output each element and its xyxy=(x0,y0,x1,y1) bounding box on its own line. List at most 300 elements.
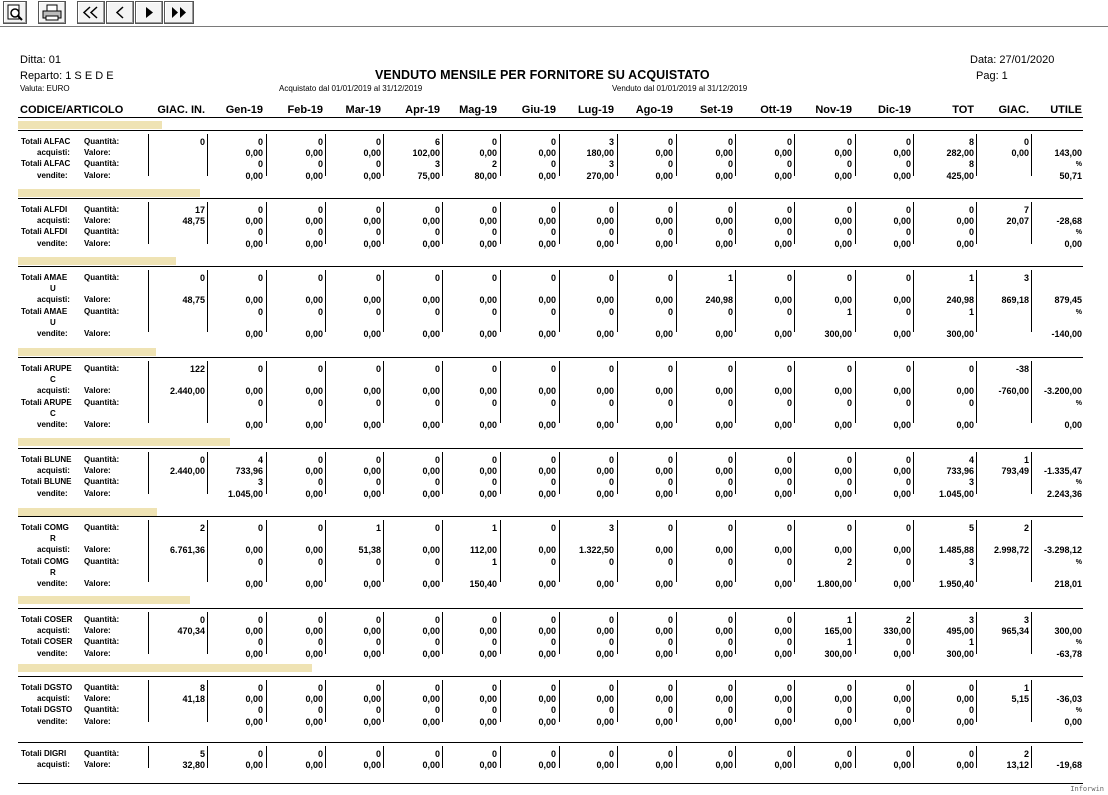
value-cell: 0,00 xyxy=(774,545,792,555)
print-button[interactable] xyxy=(38,1,66,24)
value-cell: 0 xyxy=(1023,137,1029,147)
column-rule xyxy=(559,612,560,654)
header-divider xyxy=(18,117,1083,118)
column-rule xyxy=(855,612,856,654)
value-cell: 0,00 xyxy=(538,466,556,476)
value-cell: 0,00 xyxy=(245,420,263,430)
value-cell: 8 xyxy=(968,137,974,147)
column-rule xyxy=(383,612,384,654)
column-rule xyxy=(500,134,501,176)
value-cell: 0,00 xyxy=(363,329,381,339)
value-cell: 0 xyxy=(968,205,974,215)
column-rule xyxy=(1031,270,1032,332)
prev-page-button[interactable] xyxy=(106,1,134,24)
value-cell: 0,00 xyxy=(479,760,497,770)
column-rule xyxy=(676,746,677,768)
column-rule xyxy=(913,680,914,722)
value-cell: 0 xyxy=(550,398,556,408)
column-rule xyxy=(913,520,914,582)
value-cell: 0,00 xyxy=(893,545,911,555)
value-cell: 0 xyxy=(786,137,792,147)
value-cell: 112,00 xyxy=(469,545,497,555)
column-rule xyxy=(207,612,208,654)
value-cell: -28,68 xyxy=(1056,216,1082,226)
value-cell: 0 xyxy=(786,683,792,693)
column-rule xyxy=(1031,680,1032,722)
value-cell: 0,00 xyxy=(305,760,323,770)
value-cell: 0 xyxy=(550,205,556,215)
value-cell: 0 xyxy=(608,364,614,374)
quantita-label: Quantità: xyxy=(84,205,120,214)
vendite-label: vendite: xyxy=(37,579,68,588)
column-header-7: Giu-19 xyxy=(521,104,556,116)
column-rule xyxy=(325,612,326,654)
reparto-label: Reparto: 1 S E D E xyxy=(20,70,114,82)
value-cell: 0,00 xyxy=(245,386,263,396)
value-cell: 0 xyxy=(199,455,205,465)
value-cell: 300,00 xyxy=(946,649,974,659)
column-rule xyxy=(383,520,384,582)
column-rule xyxy=(735,134,736,176)
value-cell: 1 xyxy=(846,615,852,625)
value-cell: 1 xyxy=(968,637,974,647)
value-cell: 218,01 xyxy=(1054,579,1082,589)
value-cell: 0,00 xyxy=(774,489,792,499)
value-cell: 1 xyxy=(968,307,974,317)
value-cell: 0,00 xyxy=(774,649,792,659)
value-cell: 0 xyxy=(727,364,733,374)
value-cell: 0 xyxy=(905,455,911,465)
column-rule xyxy=(148,134,149,176)
column-rule xyxy=(559,361,560,423)
value-cell: 3 xyxy=(608,159,614,169)
value-cell: 0 xyxy=(786,364,792,374)
column-rule xyxy=(913,134,914,176)
code-wrap: R xyxy=(50,534,56,543)
value-cell: 0,00 xyxy=(245,295,263,305)
column-rule xyxy=(617,202,618,244)
value-cell: 0 xyxy=(434,557,440,567)
value-cell: 75,00 xyxy=(417,171,440,181)
value-cell: 0,00 xyxy=(655,489,673,499)
column-rule xyxy=(500,746,501,768)
value-cell: 0,00 xyxy=(834,216,852,226)
value-cell: 0 xyxy=(199,273,205,283)
value-cell: 8 xyxy=(968,159,974,169)
value-cell: 0,00 xyxy=(655,649,673,659)
column-rule xyxy=(559,134,560,176)
value-cell: 0 xyxy=(257,398,263,408)
column-rule xyxy=(735,680,736,722)
value-cell: 0,00 xyxy=(596,760,614,770)
quantita-label: Quantità: xyxy=(84,477,120,486)
next-page-button[interactable] xyxy=(135,1,163,24)
value-cell: 0,00 xyxy=(893,649,911,659)
value-cell: 0 xyxy=(846,273,852,283)
totali-label: Totali AMAE xyxy=(21,307,68,316)
value-cell: 0,00 xyxy=(305,545,323,555)
column-header-12: Nov-19 xyxy=(815,104,852,116)
value-cell: 0,00 xyxy=(305,171,323,181)
value-cell: 1 xyxy=(846,307,852,317)
value-cell: 0,00 xyxy=(715,239,733,249)
value-cell: 0,00 xyxy=(422,694,440,704)
acquisti-label: acquisti: xyxy=(37,545,70,554)
value-cell: 3 xyxy=(257,477,263,487)
value-cell: 0 xyxy=(257,637,263,647)
value-cell: 0 xyxy=(317,523,323,533)
value-cell: 0,00 xyxy=(305,295,323,305)
value-cell: 0,00 xyxy=(893,329,911,339)
value-cell: 0,00 xyxy=(774,171,792,181)
value-cell: 879,45 xyxy=(1054,295,1082,305)
value-cell: 0 xyxy=(317,455,323,465)
value-cell: 0 xyxy=(375,557,381,567)
value-cell: 2 xyxy=(199,523,205,533)
column-rule xyxy=(325,202,326,244)
left-arrow-icon xyxy=(107,2,133,23)
value-cell: 5 xyxy=(968,523,974,533)
column-rule xyxy=(976,270,977,332)
value-cell: 0,00 xyxy=(363,171,381,181)
value-cell: 0,00 xyxy=(834,760,852,770)
value-cell: 0 xyxy=(727,227,733,237)
column-rule xyxy=(207,270,208,332)
value-cell: 0,00 xyxy=(363,295,381,305)
value-cell: 0,00 xyxy=(596,649,614,659)
quantita-label: Quantità: xyxy=(84,637,120,646)
value-cell: 2 xyxy=(905,615,911,625)
value-cell: 0 xyxy=(317,273,323,283)
value-cell: 0,00 xyxy=(655,216,673,226)
value-cell: 0,00 xyxy=(422,545,440,555)
column-rule xyxy=(1031,746,1032,768)
vendite-label: vendite: xyxy=(37,649,68,658)
valore-label: Valore: xyxy=(84,216,111,225)
value-cell: 0,00 xyxy=(1064,717,1082,727)
value-cell: 0,00 xyxy=(422,649,440,659)
value-cell: 3 xyxy=(968,557,974,567)
value-cell: 1.045,00 xyxy=(227,489,263,499)
report-date: Data: 27/01/2020 xyxy=(970,54,1055,66)
value-cell: 0,00 xyxy=(715,386,733,396)
value-cell: 0,00 xyxy=(422,420,440,430)
column-header-1: GIAC. IN. xyxy=(157,104,205,116)
value-cell: 1 xyxy=(1023,683,1029,693)
value-cell: 0 xyxy=(846,227,852,237)
column-rule xyxy=(1031,361,1032,423)
column-rule xyxy=(913,202,914,244)
double-right-arrow-icon xyxy=(165,2,193,23)
value-cell: 0 xyxy=(550,749,556,759)
value-cell: 0 xyxy=(257,557,263,567)
value-cell: 0,00 xyxy=(715,466,733,476)
value-cell: 1 xyxy=(727,273,733,283)
value-cell: 1 xyxy=(491,523,497,533)
value-cell: 0,00 xyxy=(363,717,381,727)
value-cell: 300,00 xyxy=(946,329,974,339)
value-cell: 0,00 xyxy=(834,489,852,499)
value-cell: 0 xyxy=(786,273,792,283)
value-cell: 0 xyxy=(257,523,263,533)
quantita-label: Quantità: xyxy=(84,307,120,316)
acquisti-label: acquisti: xyxy=(37,466,70,475)
totali-label: Totali COMG xyxy=(21,557,69,566)
value-cell: 0 xyxy=(434,364,440,374)
column-rule xyxy=(913,746,914,768)
value-cell: 0,00 xyxy=(538,649,556,659)
value-cell: 0 xyxy=(434,683,440,693)
value-cell: 0,00 xyxy=(305,216,323,226)
column-rule xyxy=(855,134,856,176)
value-cell: 0 xyxy=(317,227,323,237)
value-cell: 0 xyxy=(257,273,263,283)
value-cell: 1 xyxy=(491,557,497,567)
value-cell: 0,00 xyxy=(479,420,497,430)
value-cell: 8 xyxy=(199,683,205,693)
value-cell: 0 xyxy=(550,477,556,487)
column-rule xyxy=(855,746,856,768)
group-divider xyxy=(18,516,1083,517)
column-rule xyxy=(855,452,856,494)
column-rule xyxy=(500,202,501,244)
column-rule xyxy=(855,520,856,582)
value-cell: 0 xyxy=(375,307,381,317)
value-cell: 0,00 xyxy=(715,489,733,499)
totali-label: Totali ALFDI xyxy=(21,227,68,236)
value-cell: 1.045,00 xyxy=(938,489,974,499)
value-cell: 0 xyxy=(727,137,733,147)
value-cell: 48,75 xyxy=(182,295,205,305)
totali-label: Totali DIGRI xyxy=(21,749,67,758)
column-rule xyxy=(500,452,501,494)
value-cell: 869,18 xyxy=(1001,295,1029,305)
value-cell: 1.950,40 xyxy=(938,579,974,589)
column-rule xyxy=(559,520,560,582)
value-cell: 0,00 xyxy=(774,579,792,589)
column-rule xyxy=(383,746,384,768)
quantita-label: Quantità: xyxy=(84,523,120,532)
quantita-label: Quantità: xyxy=(84,557,120,566)
column-rule xyxy=(617,270,618,332)
value-cell: 793,49 xyxy=(1001,466,1029,476)
column-rule xyxy=(207,680,208,722)
vendite-label: vendite: xyxy=(37,171,68,180)
value-cell: 0 xyxy=(608,749,614,759)
value-cell: 300,00 xyxy=(824,329,852,339)
value-cell: 0,00 xyxy=(422,386,440,396)
value-cell: 0 xyxy=(199,137,205,147)
value-cell: 0,00 xyxy=(774,466,792,476)
column-rule xyxy=(617,361,618,423)
value-cell: 0,00 xyxy=(774,694,792,704)
valore-label: Valore: xyxy=(84,239,111,248)
column-rule xyxy=(148,202,149,244)
value-cell: 0 xyxy=(846,398,852,408)
value-cell: 0,00 xyxy=(774,329,792,339)
value-cell: 0 xyxy=(375,205,381,215)
column-rule xyxy=(207,746,208,768)
value-cell: 0,00 xyxy=(363,148,381,158)
value-cell: 0,00 xyxy=(479,466,497,476)
column-rule xyxy=(794,270,795,332)
value-cell: 0 xyxy=(846,749,852,759)
value-cell: 0,00 xyxy=(538,420,556,430)
value-cell: 0 xyxy=(786,227,792,237)
column-rule xyxy=(676,680,677,722)
value-cell: 0,00 xyxy=(655,295,673,305)
acquistato-period: Acquistato dal 01/01/2019 al 31/12/2019 xyxy=(279,84,423,93)
value-cell: 0,00 xyxy=(245,717,263,727)
column-rule xyxy=(559,452,560,494)
value-cell: 41,18 xyxy=(182,694,205,704)
value-cell: 0,00 xyxy=(596,420,614,430)
value-cell: 0 xyxy=(491,227,497,237)
code-wrap: U xyxy=(50,284,56,293)
value-cell: % xyxy=(1075,707,1082,714)
column-rule xyxy=(500,680,501,722)
value-cell: 3 xyxy=(608,523,614,533)
ditta-label: Ditta: 01 xyxy=(20,54,61,66)
value-cell: 0 xyxy=(667,227,673,237)
value-cell: 0,00 xyxy=(893,579,911,589)
value-cell: 0 xyxy=(257,137,263,147)
column-rule xyxy=(617,520,618,582)
value-cell: 0,00 xyxy=(538,171,556,181)
value-cell: -3.200,00 xyxy=(1043,386,1082,396)
value-cell: 0 xyxy=(550,364,556,374)
column-rule xyxy=(383,202,384,244)
value-cell: -63,78 xyxy=(1056,649,1082,659)
value-cell: 150,40 xyxy=(469,579,497,589)
column-rule xyxy=(976,520,977,582)
value-cell: 0 xyxy=(491,455,497,465)
totali-label: Totali DGSTO xyxy=(21,705,73,714)
value-cell: 0,00 xyxy=(834,420,852,430)
value-cell: 0,00 xyxy=(305,694,323,704)
value-cell: 0 xyxy=(608,637,614,647)
value-cell: 0 xyxy=(905,364,911,374)
value-cell: 0,00 xyxy=(305,717,323,727)
value-cell: 0 xyxy=(608,307,614,317)
value-cell: 0 xyxy=(608,227,614,237)
value-cell: 0 xyxy=(786,307,792,317)
column-rule xyxy=(676,270,677,332)
value-cell: 0,00 xyxy=(538,329,556,339)
value-cell: 0 xyxy=(786,557,792,567)
value-cell: 0 xyxy=(491,705,497,715)
value-cell: 300,00 xyxy=(1054,626,1082,636)
column-rule xyxy=(207,202,208,244)
value-cell: 0,00 xyxy=(538,717,556,727)
value-cell: 0 xyxy=(786,749,792,759)
value-cell: 0,00 xyxy=(655,239,673,249)
totali-label: Totali BLUNE xyxy=(21,477,72,486)
value-cell: 0,00 xyxy=(715,545,733,555)
column-rule xyxy=(794,361,795,423)
group-divider xyxy=(18,608,1083,609)
group-divider xyxy=(18,448,1083,449)
totali-label: Totali BLUNE xyxy=(21,455,72,464)
valore-label: Valore: xyxy=(84,579,111,588)
value-cell: 51,38 xyxy=(358,545,381,555)
valore-label: Valore: xyxy=(84,386,111,395)
group-highlight xyxy=(18,348,156,356)
value-cell: 0 xyxy=(375,477,381,487)
value-cell: 0 xyxy=(667,523,673,533)
value-cell: 0 xyxy=(786,205,792,215)
value-cell: 0 xyxy=(434,477,440,487)
value-cell: 0 xyxy=(491,307,497,317)
value-cell: -140,00 xyxy=(1051,329,1082,339)
value-cell: 0 xyxy=(786,615,792,625)
value-cell: 0,00 xyxy=(655,760,673,770)
value-cell: 0 xyxy=(727,398,733,408)
valore-label: Valore: xyxy=(84,649,111,658)
value-cell: 2.440,00 xyxy=(169,386,205,396)
last-page-button[interactable] xyxy=(164,1,194,24)
value-cell: 0 xyxy=(257,683,263,693)
group-highlight xyxy=(18,438,230,446)
value-cell: 0 xyxy=(550,159,556,169)
value-cell: 1.800,00 xyxy=(816,579,852,589)
value-cell: 0 xyxy=(550,307,556,317)
valore-label: Valore: xyxy=(84,171,111,180)
value-cell: 0,00 xyxy=(422,329,440,339)
value-cell: 0 xyxy=(608,705,614,715)
value-cell: -19,68 xyxy=(1056,760,1082,770)
column-rule xyxy=(913,270,914,332)
value-cell: 0,00 xyxy=(363,626,381,636)
value-cell: 0,00 xyxy=(774,239,792,249)
value-cell: 0,00 xyxy=(956,760,974,770)
value-cell: -1.335,47 xyxy=(1043,466,1082,476)
value-cell: 0 xyxy=(727,307,733,317)
column-rule xyxy=(442,612,443,654)
value-cell: 0,00 xyxy=(245,216,263,226)
value-cell: -760,00 xyxy=(998,386,1029,396)
value-cell: 0 xyxy=(550,137,556,147)
value-cell: 0,00 xyxy=(538,626,556,636)
column-rule xyxy=(913,612,914,654)
value-cell: 0 xyxy=(550,637,556,647)
group-divider xyxy=(18,198,1083,199)
value-cell: -36,03 xyxy=(1056,694,1082,704)
value-cell: 0,00 xyxy=(245,694,263,704)
value-cell: 0 xyxy=(846,159,852,169)
value-cell: 0 xyxy=(786,477,792,487)
value-cell: 7 xyxy=(1023,205,1029,215)
column-rule xyxy=(266,134,267,176)
value-cell: 0 xyxy=(375,364,381,374)
value-cell: 0 xyxy=(434,398,440,408)
value-cell: 0,00 xyxy=(715,649,733,659)
quantita-label: Quantità: xyxy=(84,273,120,282)
value-cell: % xyxy=(1075,639,1082,646)
column-header-11: Ott-19 xyxy=(760,104,792,116)
preview-button[interactable] xyxy=(3,1,27,24)
value-cell: 0 xyxy=(667,615,673,625)
column-rule xyxy=(676,202,677,244)
value-cell: 48,75 xyxy=(182,216,205,226)
first-page-button[interactable] xyxy=(77,1,105,24)
value-cell: 0,00 xyxy=(715,329,733,339)
value-cell: 0,00 xyxy=(363,420,381,430)
value-cell: 0 xyxy=(786,637,792,647)
value-cell: 0 xyxy=(375,159,381,169)
value-cell: 2 xyxy=(846,557,852,567)
column-rule xyxy=(976,680,977,722)
